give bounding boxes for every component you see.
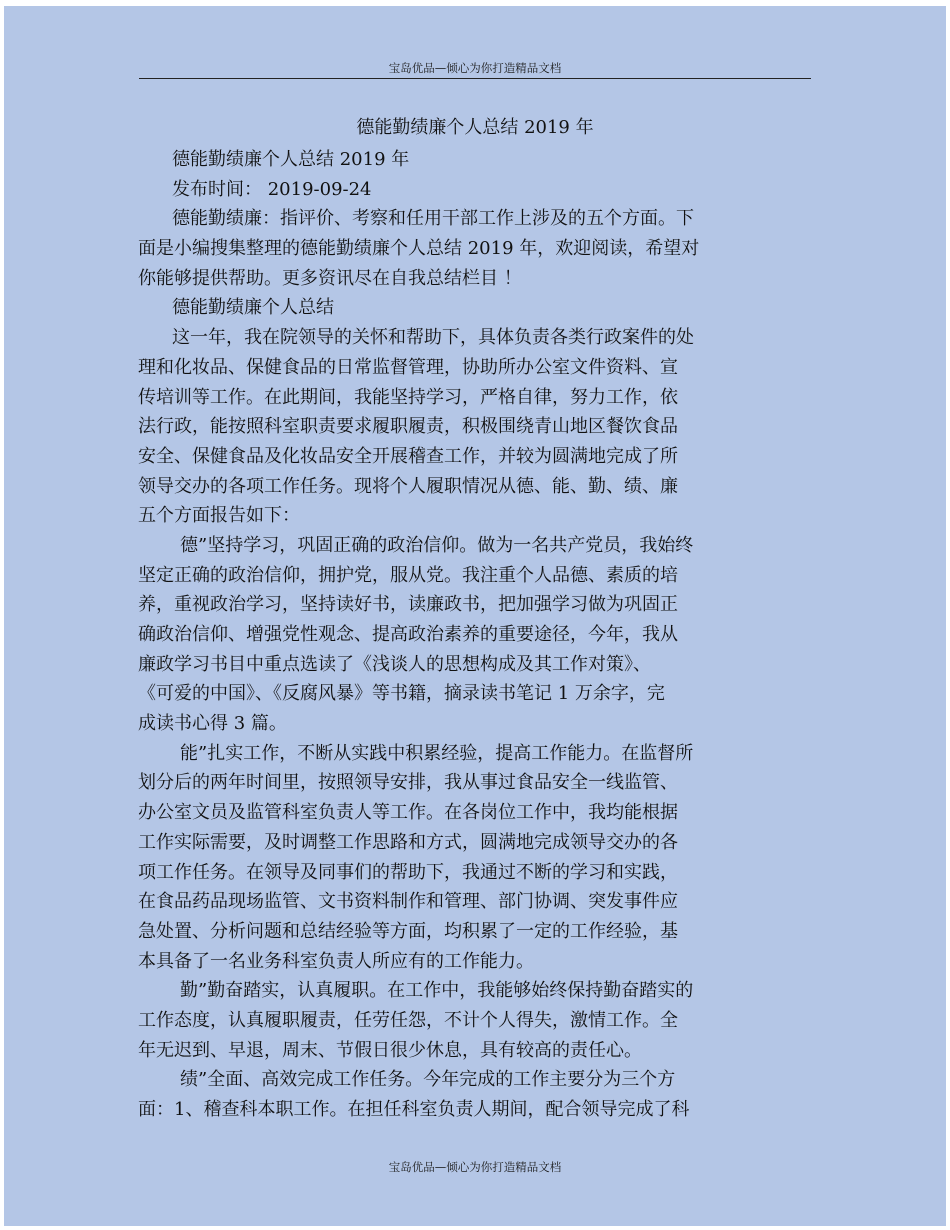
paragraph-line: 工作态度，认真履职履责，任劳任怨，不计个人得失，激情工作。全 — [138, 1009, 678, 1031]
paragraph-line: 德”坚持学习，巩固正确的政治信仰。做为一名共产党员，我始终 — [180, 534, 694, 556]
paragraph-line: 德能勤绩廉个人总结 2019 年 — [172, 149, 410, 170]
paragraph-line: 划分后的两年时间里，按照领导安排，我从事过食品安全一线监管、 — [138, 772, 678, 794]
paragraph-line: 理和化妆品、保健食品的日常监督管理，协助所办公室文件资料、宣 — [138, 356, 678, 378]
paragraph-line: 工作实际需要，及时调整工作思路和方式，圆满地完成领导交办的各 — [138, 831, 678, 853]
paragraph-line: 本具备了一名业务科室负责人所应有的工作能力。 — [138, 950, 534, 972]
paragraph-line: 面是小编搜集整理的德能勤绩廉个人总结 2019 年，欢迎阅读，希望对 — [138, 238, 700, 260]
paragraph-line: 法行政，能按照科室职责要求履职履责，积极围绕青山地区餐饮食品 — [138, 416, 678, 438]
paragraph-line: 安全、保健食品及化妆品安全开展稽查工作，并较为圆满地完成了所 — [138, 445, 678, 467]
document-page — [4, 6, 946, 1226]
paragraph-line: 五个方面报告如下： — [138, 505, 300, 527]
paragraph-line: 成读书心得 3 篇。 — [138, 713, 287, 735]
paragraph-line: 养，重视政治学习，坚持读好书，读廉政书，把加强学习做为巩固正 — [138, 594, 678, 616]
paragraph-line: 确政治信仰、增强党性观念、提高政治素养的重要途径，今年，我从 — [138, 624, 678, 645]
header-divider — [139, 78, 811, 79]
paragraph-line: 领导交办的各项工作任务。现将个人履职情况从德、能、勤、绩、廉 — [138, 475, 678, 497]
paragraph-line: 发布时间： 2019-09-24 — [172, 178, 372, 200]
page-footer: 宝岛优品—倾心为你打造精品文档 — [388, 1160, 562, 1174]
paragraph-line: 德能勤绩廉：指评价、考察和任用干部工作上涉及的五个方面。下 — [172, 208, 694, 230]
paragraph-line: 办公室文员及监管科室负责人等工作。在各岗位工作中，我均能根据 — [138, 802, 678, 824]
paragraph-line: 能”扎实工作，不断从实践中积累经验，提高工作能力。在监督所 — [180, 742, 694, 764]
document-title: 德能勤绩廉个人总结 2019 年 — [356, 117, 594, 138]
document-body — [138, 145, 798, 1125]
paragraph-line: 勤”勤奋踏实，认真履职。在工作中，我能够始终保持勤奋踏实的 — [180, 980, 694, 1002]
paragraph-line: 绩”全面、高效完成工作任务。今年完成的工作主要分为三个方 — [180, 1069, 676, 1091]
paragraph-line: 你能够提供帮助。更多资讯尽在自我总结栏目 ！ — [138, 267, 522, 289]
paragraph-line: 急处置、分析问题和总结经验等方面，均积累了一定的工作经验，基 — [138, 920, 678, 942]
section-heading: 德能勤绩廉个人总结 — [172, 297, 334, 319]
paragraph-line: 传培训等工作。在此期间，我能坚持学习，严格自律，努力工作，依 — [138, 386, 678, 408]
paragraph-line: 这一年，我在院领导的关怀和帮助下，具体负责各类行政案件的处 — [172, 327, 694, 349]
paragraph-line: 年无迟到、早退，周末、节假日很少休息，具有较高的责任心。 — [138, 1039, 642, 1061]
paragraph-line: 坚定正确的政治信仰，拥护党，服从党。我注重个人品德、素质的培 — [138, 564, 678, 586]
page-header: 宝岛优品—倾心为你打造精品文档 — [388, 61, 562, 75]
paragraph-line: 项工作任务。在领导及同事们的帮助下，我通过不断的学习和实践， — [138, 861, 678, 883]
paragraph-line: 在食品药品现场监管、文书资料制作和管理、部门协调、突发事件应 — [138, 891, 678, 913]
paragraph-line: 廉政学习书目中重点选读了《浅谈人的思想构成及其工作对策》、 — [138, 653, 651, 675]
paragraph-line: 《可爱的中国》、《反腐风暴》等书籍，摘录读书笔记 1 万余字，完 — [138, 683, 665, 705]
paragraph-line: 面：1、稽查科本职工作。在担任科室负责人期间，配合领导完成了科 — [138, 1099, 690, 1120]
